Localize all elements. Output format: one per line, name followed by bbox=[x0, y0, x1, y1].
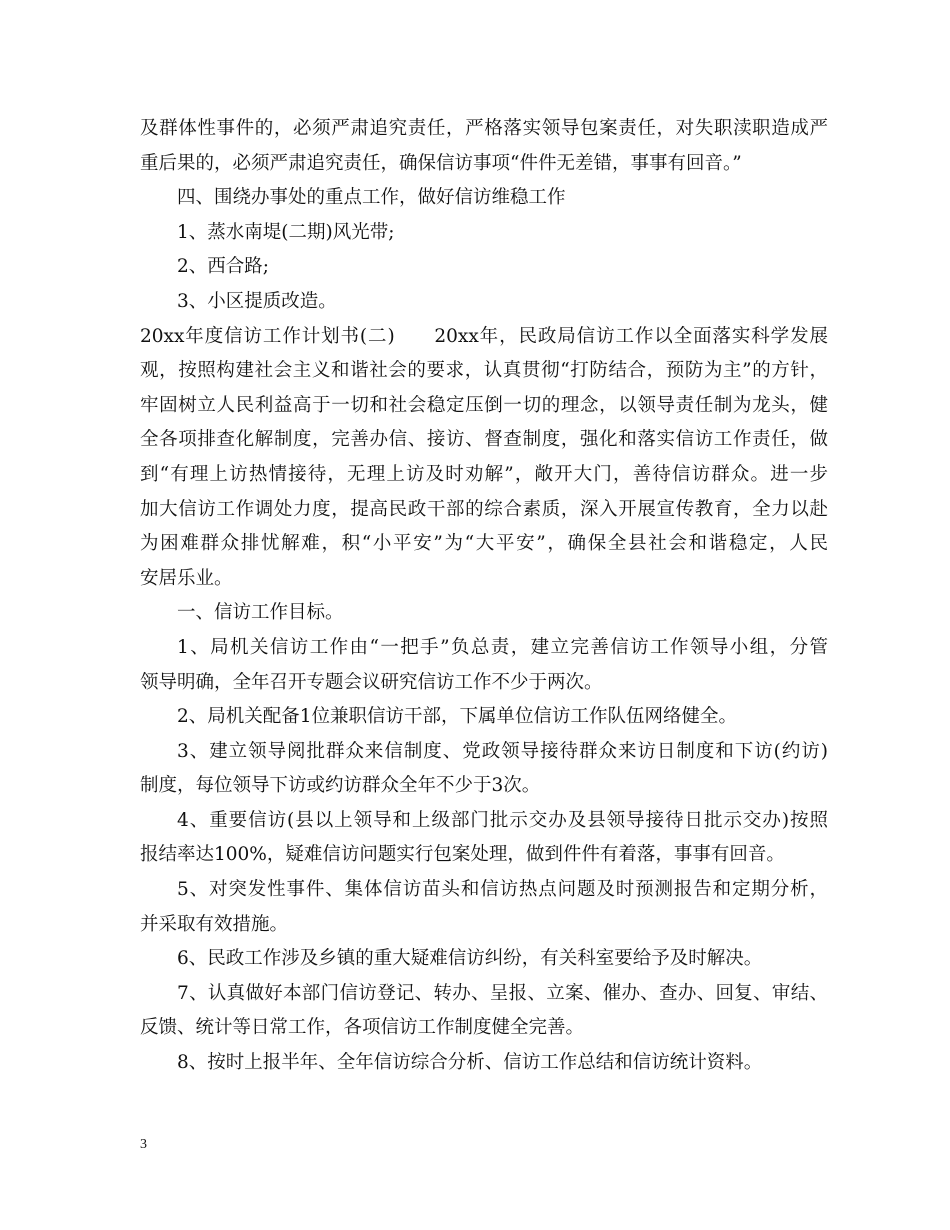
list-item: 1、局机关信访工作由“一把手”负总责，建立完善信访工作领导小组，分管 bbox=[177, 636, 828, 658]
list-item: 6、民政工作涉及乡镇的重大疑难信访纠纷，有关科室要给予及时解决。 bbox=[177, 948, 763, 970]
text-line: 全各项排查化解制度，完善办信、接访、督查制度，强化和落实信访工作责任，做 bbox=[140, 429, 828, 451]
list-item: 3、建立领导阅批群众来信制度、党政领导接待群众来访日制度和下访(约访) bbox=[177, 740, 828, 762]
text-line: 制度，每位领导下访或约访群众全年不少于3次。 bbox=[140, 775, 541, 797]
text-line: 反馈、统计等日常工作，各项信访工作制度健全完善。 bbox=[140, 1017, 585, 1039]
text-line: 观，按照构建社会主义和谐社会的要求，认真贯彻“打防结合，预防为主”的方针， bbox=[140, 360, 828, 382]
list-item: 1、蒸水南堤(二期)风光带; bbox=[177, 221, 395, 243]
text-line: 并采取有效措施。 bbox=[140, 913, 289, 935]
text-line: 领导明确，全年召开专题会议研究信访工作不少于两次。 bbox=[140, 671, 603, 693]
text-line: 重后果的，必须严肃追究责任，确保信访事项“件件无差错，事事有回音。” bbox=[140, 152, 742, 174]
list-item: 8、按时上报半年、全年信访综合分析、信访工作总结和信访统计资料。 bbox=[177, 1052, 763, 1074]
page-number: 3 bbox=[140, 1137, 147, 1152]
list-item: 4、重要信访(县以上领导和上级部门批示交办及县领导接待日批示交办)按照 bbox=[177, 809, 828, 831]
list-item: 2、西合路; bbox=[177, 256, 270, 278]
list-item: 5、对突发性事件、集体信访苗头和信访热点问题及时预测报告和定期分析， bbox=[177, 879, 828, 901]
text-line: 为困难群众排忧解难，积“小平安”为“大平安”，确保全县社会和谐稳定，人民 bbox=[140, 533, 828, 555]
section-heading: 四、围绕办事处的重点工作，做好信访维稳工作 bbox=[177, 187, 566, 209]
section-heading: 一、信访工作目标。 bbox=[177, 602, 344, 624]
list-item: 2、局机关配备1位兼职信访干部，下属单位信访工作队伍网络健全。 bbox=[177, 706, 738, 728]
list-item: 7、认真做好本部门信访登记、转办、呈报、立案、催办、查办、回复、审结、 bbox=[177, 982, 828, 1004]
text-line: 及群体性事件的，必须严肃追究责任，严格落实领导包案责任，对失职渎职造成严 bbox=[140, 118, 828, 139]
list-item: 3、小区提质改造。 bbox=[177, 290, 337, 312]
text-line: 20xx年度信访工作计划书(二) 20xx年，民政局信访工作以全面落实科学发展 bbox=[140, 325, 828, 347]
text-line: 报结率达100%，疑难信访问题实行包案处理，做到件件有着落，事事有回音。 bbox=[140, 844, 785, 866]
text-line: 到“有理上访热情接待，无理上访及时劝解”，敞开大门，善待信访群众。进一步 bbox=[140, 463, 828, 485]
text-line: 安居乐业。 bbox=[140, 567, 233, 589]
text-line: 牢固树立人民利益高于一切和社会稳定压倒一切的理念，以领导责任制为龙头，健 bbox=[140, 394, 828, 416]
document-body bbox=[140, 112, 828, 1081]
text-line: 加大信访工作调处力度，提高民政干部的综合素质，深入开展宣传教育，全力以赴 bbox=[140, 498, 828, 520]
